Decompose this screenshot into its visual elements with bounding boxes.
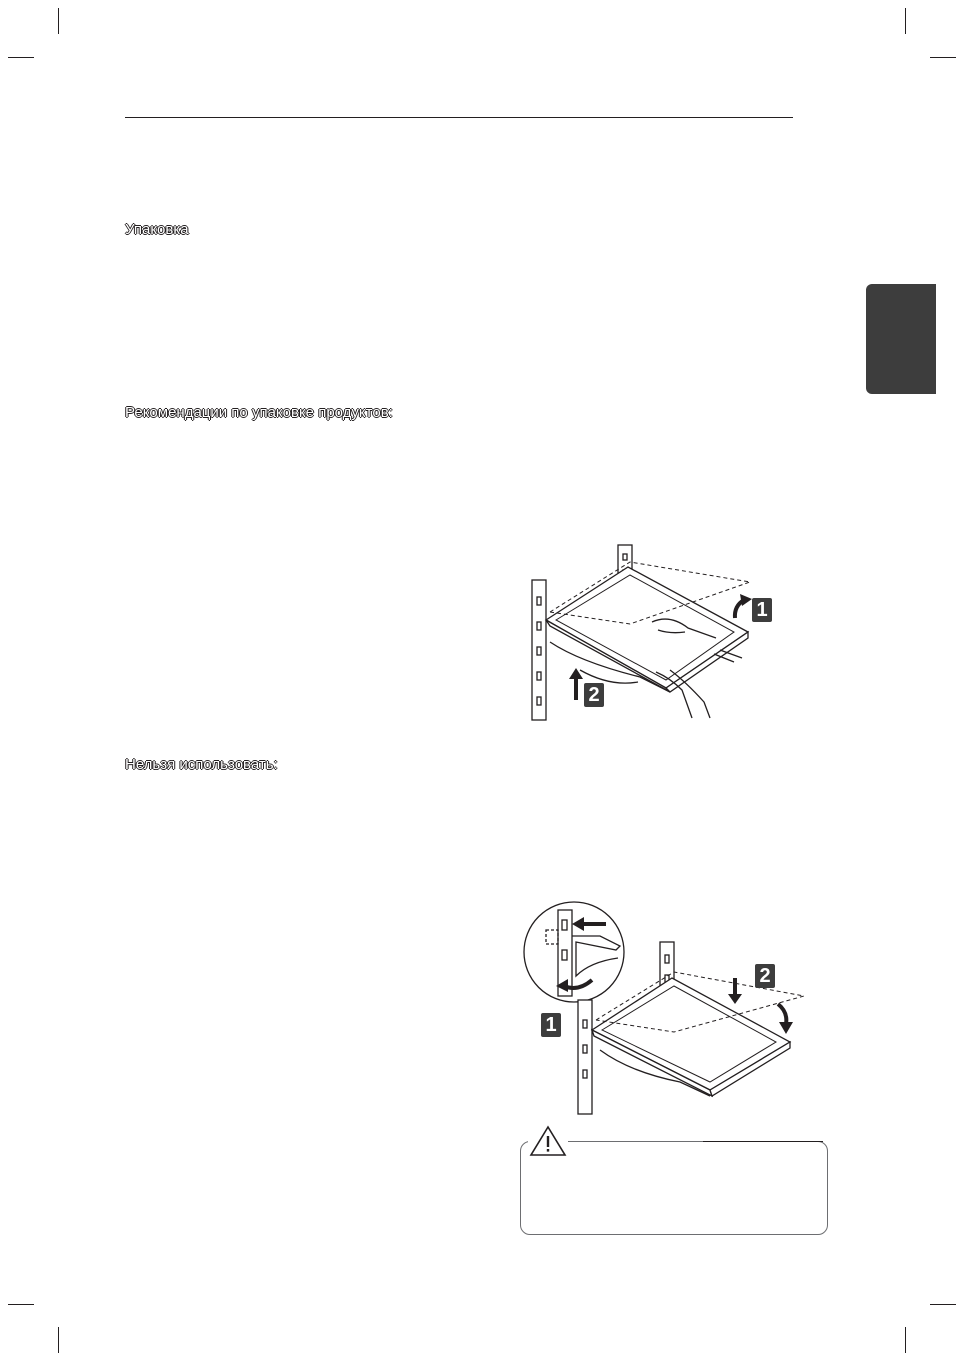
recommendations-heading: Рекомендации по упаковке продуктов: (125, 404, 393, 421)
installation-step-2-badge: 2 (755, 964, 775, 988)
packaging-heading: Упаковка (125, 221, 189, 238)
header-rule (125, 117, 793, 118)
shelf-removal-illustration (520, 542, 790, 724)
warning-triangle-icon (528, 1124, 568, 1158)
removal-step-2-badge: 2 (584, 683, 604, 707)
installation-step-1-badge: 1 (541, 1013, 561, 1037)
shelf-installation-illustration (520, 900, 810, 1115)
prohibited-heading: Нельзя использовать: (125, 756, 278, 773)
removal-step-1-badge: 1 (752, 598, 772, 622)
chapter-tab (866, 284, 936, 394)
caution-rule (703, 1141, 823, 1142)
